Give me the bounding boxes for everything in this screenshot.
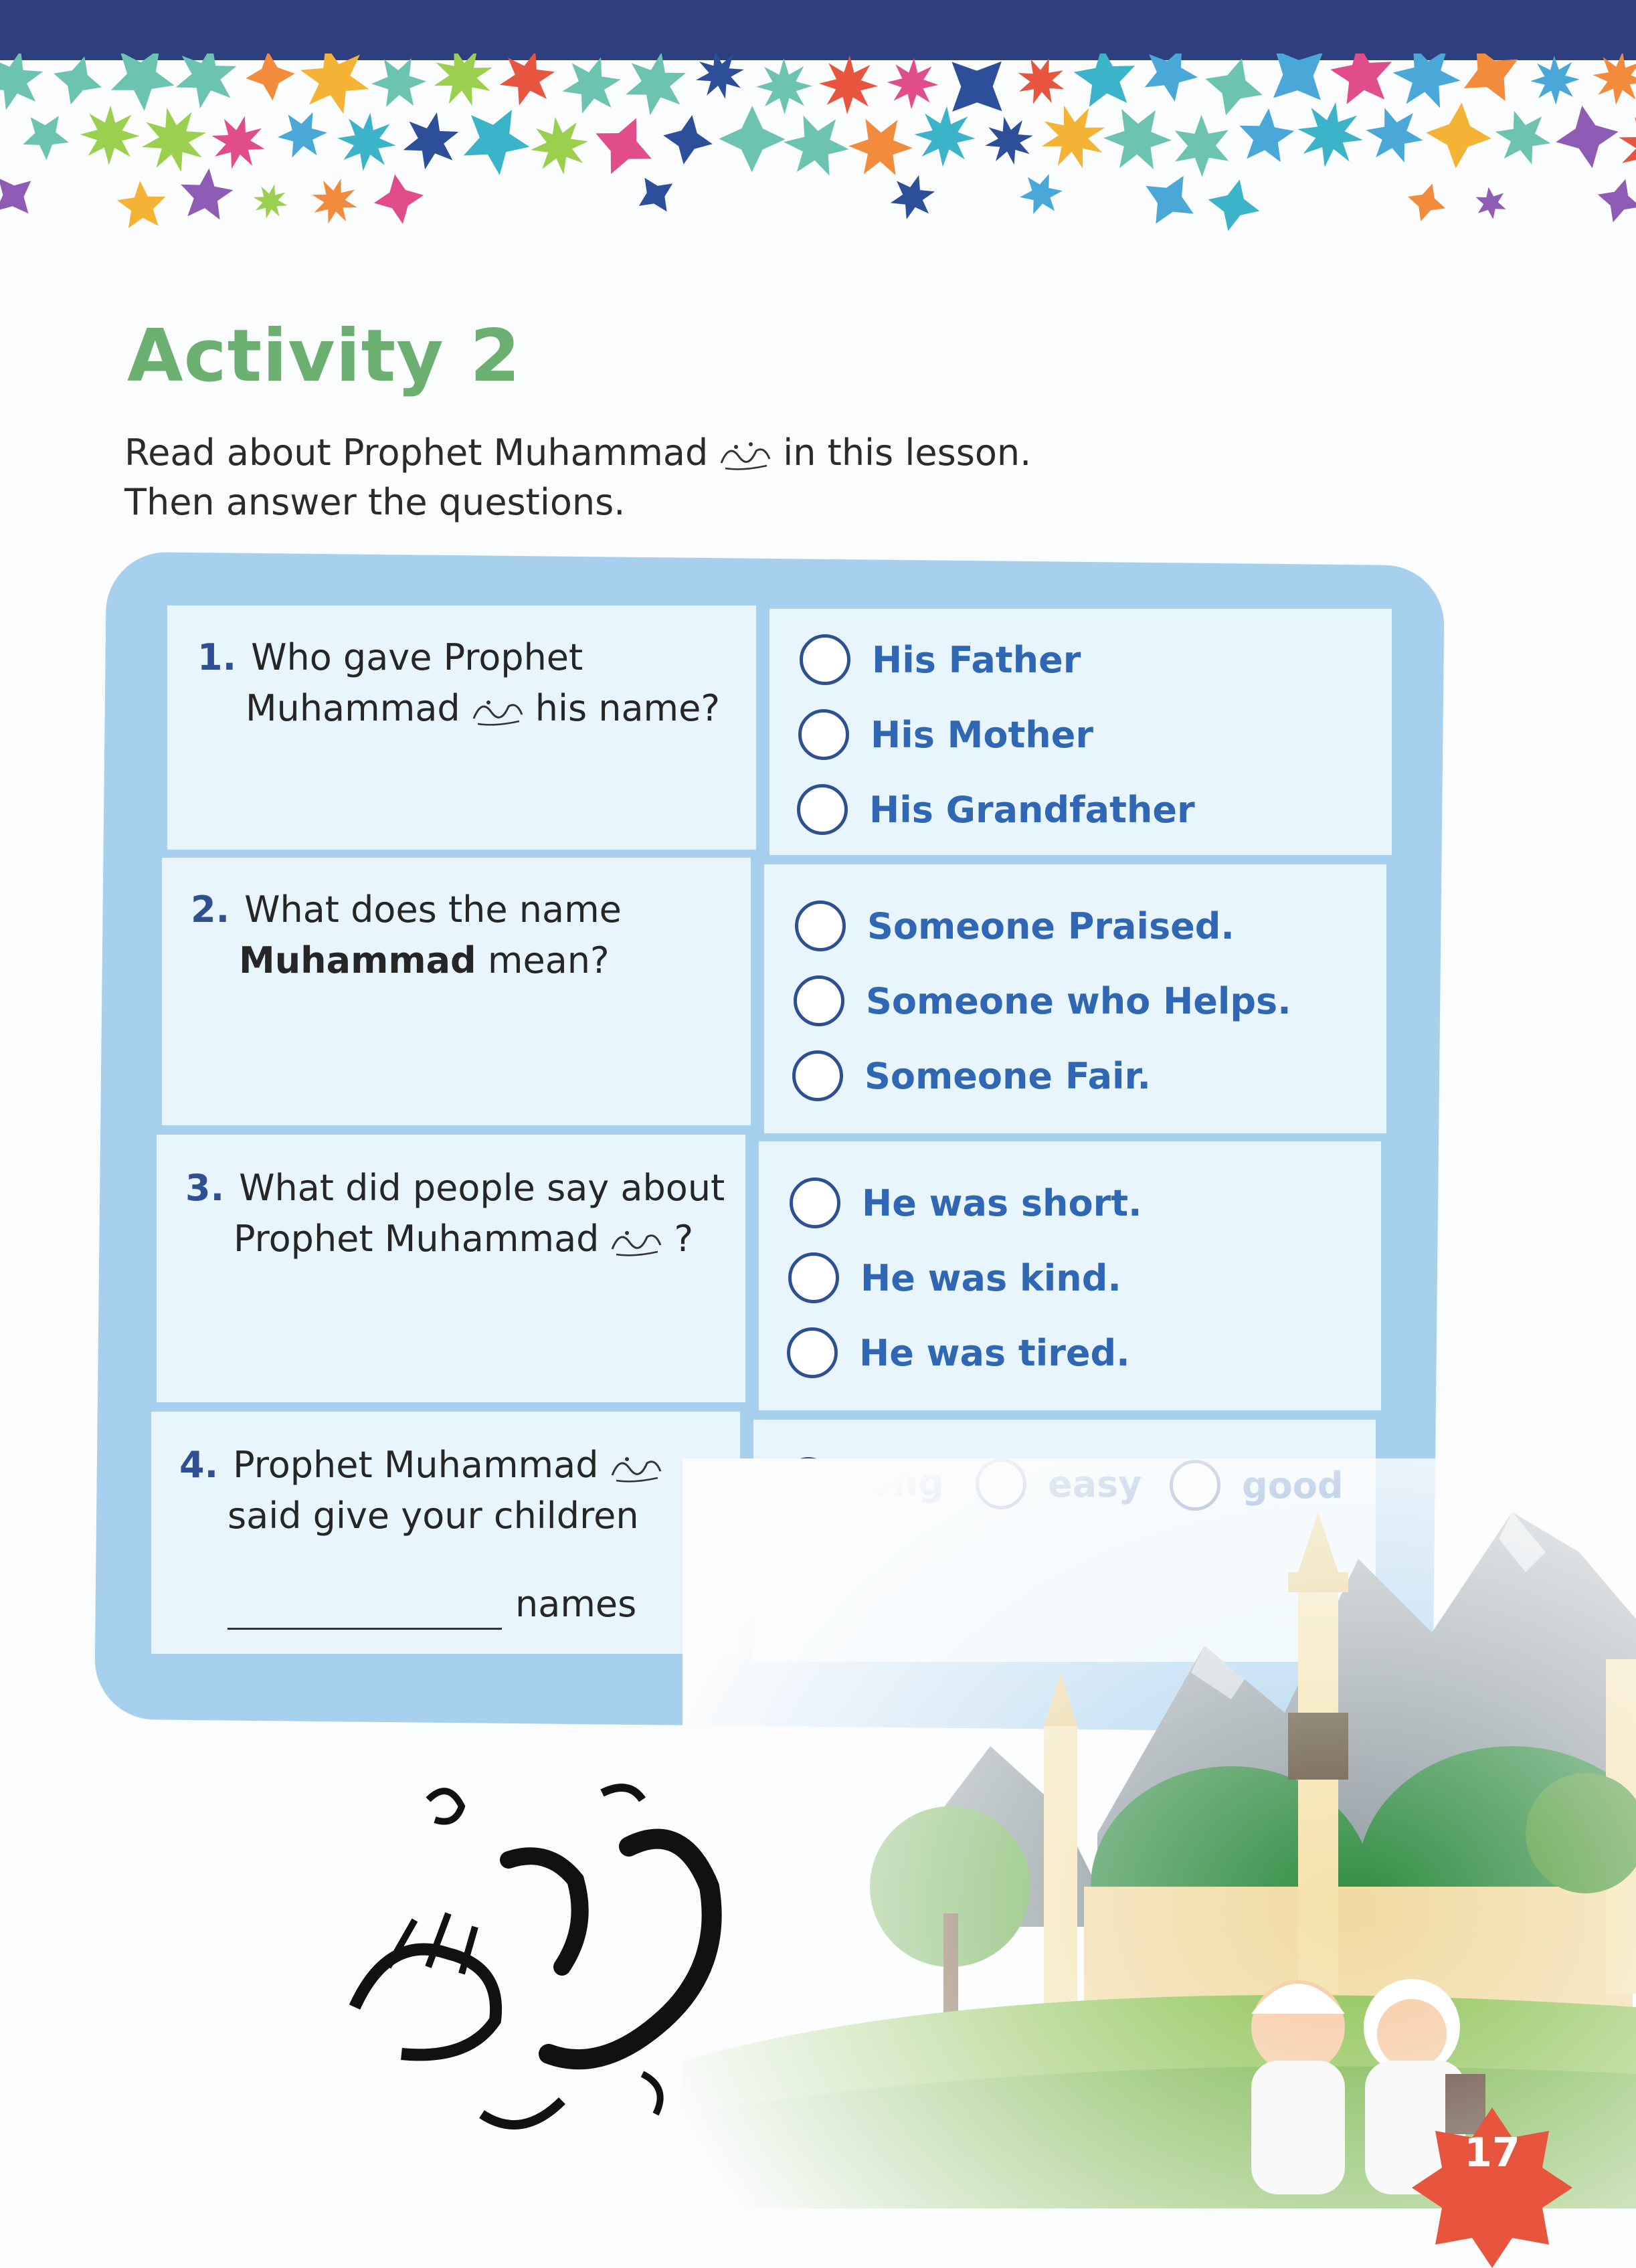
pattern-star	[626, 54, 686, 115]
option-label: His Grandfather	[869, 788, 1195, 831]
mosque-illustration-icon	[683, 1458, 1636, 2208]
question-text: Muhammad	[246, 687, 460, 729]
option-label: His Mother	[871, 713, 1093, 756]
pattern-star	[531, 117, 588, 175]
question-number: 3.	[185, 1167, 225, 1209]
pattern-star	[639, 178, 672, 212]
question-text: Who gave Prophet	[251, 636, 583, 678]
pattern-star	[1208, 180, 1260, 231]
pattern-star	[1273, 54, 1323, 100]
pattern-star	[0, 178, 31, 213]
top-banner	[0, 0, 1636, 60]
question-text: names	[515, 1583, 637, 1625]
question-text: his name?	[535, 687, 721, 729]
option-radio[interactable]	[800, 634, 1081, 685]
salawat-symbol-icon	[607, 1448, 666, 1486]
answer-circle-icon[interactable]	[790, 1177, 840, 1228]
question-number: 1.	[197, 636, 237, 678]
pattern-star	[1145, 54, 1198, 102]
pattern-star	[434, 54, 492, 106]
pattern-star	[848, 119, 913, 175]
option-radio[interactable]	[790, 1177, 1142, 1228]
option-label: He was tired.	[859, 1331, 1130, 1374]
pattern-star	[696, 54, 744, 99]
pattern-star	[1598, 179, 1636, 222]
option-label: Someone who Helps.	[866, 979, 1291, 1022]
pattern-star	[142, 108, 206, 172]
answer-circle-icon[interactable]	[797, 784, 848, 835]
pattern-star	[891, 175, 935, 219]
pattern-star	[1103, 109, 1172, 169]
intro-part-1: Read about Prophet Muhammad	[124, 432, 709, 474]
pattern-star	[500, 54, 555, 106]
answer-circle-icon[interactable]	[788, 1252, 839, 1303]
pattern-star	[784, 116, 848, 176]
pattern-star	[246, 54, 294, 100]
option-radio[interactable]	[792, 1050, 1151, 1101]
question-1	[197, 632, 720, 734]
pattern-star	[117, 181, 166, 228]
option-radio[interactable]	[795, 901, 1235, 951]
pattern-star	[1530, 56, 1580, 105]
pattern-star	[562, 58, 620, 114]
pattern-star	[254, 185, 288, 219]
pattern-star	[1297, 102, 1362, 167]
muhammad-calligraphy-icon	[348, 1766, 776, 2161]
question-text: Prophet Muhammad	[233, 1444, 599, 1486]
option-label: He was kind.	[860, 1256, 1121, 1299]
pattern-star	[1619, 114, 1636, 179]
option-radio[interactable]	[798, 709, 1093, 760]
pattern-star	[1239, 108, 1294, 162]
option-label: Someone Fair.	[865, 1054, 1151, 1097]
pattern-star	[300, 54, 369, 114]
answer-circle-icon[interactable]	[792, 1050, 843, 1101]
option-radio[interactable]	[787, 1327, 1130, 1378]
answer-circle-icon[interactable]	[798, 709, 849, 760]
option-label: Someone Praised.	[867, 905, 1235, 947]
pattern-star	[1074, 54, 1135, 107]
intro-part-2: in this lesson.	[783, 432, 1032, 474]
question-text: Prophet Muhammad	[234, 1218, 600, 1260]
salawat-symbol-icon	[607, 1222, 666, 1260]
pattern-star	[915, 106, 976, 167]
answer-circle-icon[interactable]	[795, 901, 846, 951]
pattern-star	[1464, 54, 1518, 101]
question-number: 4.	[179, 1444, 219, 1486]
pattern-star	[111, 54, 175, 111]
pattern-star	[80, 106, 139, 165]
pattern-star	[756, 58, 812, 114]
page-number: 17	[1464, 2130, 1520, 2176]
salawat-symbol-icon	[716, 436, 775, 474]
pattern-star	[1556, 106, 1618, 168]
option-label: He was short.	[862, 1182, 1142, 1224]
pattern-star	[1020, 174, 1063, 214]
question-3	[185, 1163, 725, 1264]
pattern-star	[312, 179, 357, 223]
question-text: said give your children	[228, 1495, 639, 1537]
pattern-star	[181, 169, 233, 220]
pattern-star	[403, 112, 459, 169]
pattern-star	[211, 116, 264, 169]
pattern-star	[1175, 115, 1229, 177]
pattern-star	[1495, 111, 1551, 165]
pattern-star	[985, 116, 1033, 165]
pattern-star	[1408, 184, 1445, 221]
option-radio[interactable]	[794, 975, 1291, 1026]
answer-circle-icon[interactable]	[800, 634, 850, 685]
answer-blank[interactable]	[228, 1628, 502, 1630]
pattern-star	[464, 110, 530, 175]
intro-line-1	[124, 428, 1031, 478]
answer-circle-icon[interactable]	[794, 975, 844, 1026]
pattern-star	[663, 115, 713, 165]
activity-title: Activity 2	[127, 314, 521, 398]
pattern-star	[887, 58, 939, 110]
option-radio[interactable]	[788, 1252, 1121, 1303]
salawat-symbol-icon	[468, 692, 527, 729]
question-4	[179, 1440, 674, 1630]
question-text: ?	[674, 1218, 694, 1260]
intro-line-2: Then answer the questions.	[124, 481, 626, 523]
pattern-star	[596, 118, 651, 174]
question-text: What did people say about	[239, 1167, 725, 1209]
pattern-star	[1018, 58, 1065, 104]
pattern-star	[1205, 58, 1262, 115]
pattern-star	[374, 175, 424, 224]
pattern-star	[1593, 54, 1636, 105]
pattern-star	[1476, 187, 1506, 219]
pattern-star	[176, 54, 237, 108]
question-text: mean?	[487, 939, 610, 981]
pattern-star	[54, 56, 102, 104]
geometric-star-pattern	[0, 54, 1636, 281]
question-number: 2.	[191, 888, 230, 931]
pattern-star	[1426, 103, 1491, 169]
pattern-star	[819, 56, 878, 114]
pattern-star	[1366, 108, 1423, 162]
pattern-star	[719, 106, 786, 172]
option-radio[interactable]	[797, 784, 1195, 835]
pattern-star	[1392, 54, 1460, 108]
pattern-star	[951, 62, 1002, 112]
pattern-star	[1146, 176, 1193, 224]
intro-text	[124, 428, 1031, 527]
question-text-bold: Muhammad	[239, 939, 476, 981]
pattern-star	[337, 112, 395, 171]
answer-circle-icon[interactable]	[787, 1327, 838, 1378]
pattern-star	[1042, 105, 1105, 169]
pattern-star	[23, 116, 68, 160]
pattern-star	[1330, 54, 1392, 104]
pattern-star	[278, 112, 327, 158]
pattern-star	[371, 58, 426, 107]
pattern-star	[0, 54, 43, 110]
question-text: What does the name	[244, 888, 622, 931]
option-label: His Father	[872, 638, 1081, 681]
question-2	[191, 884, 622, 986]
